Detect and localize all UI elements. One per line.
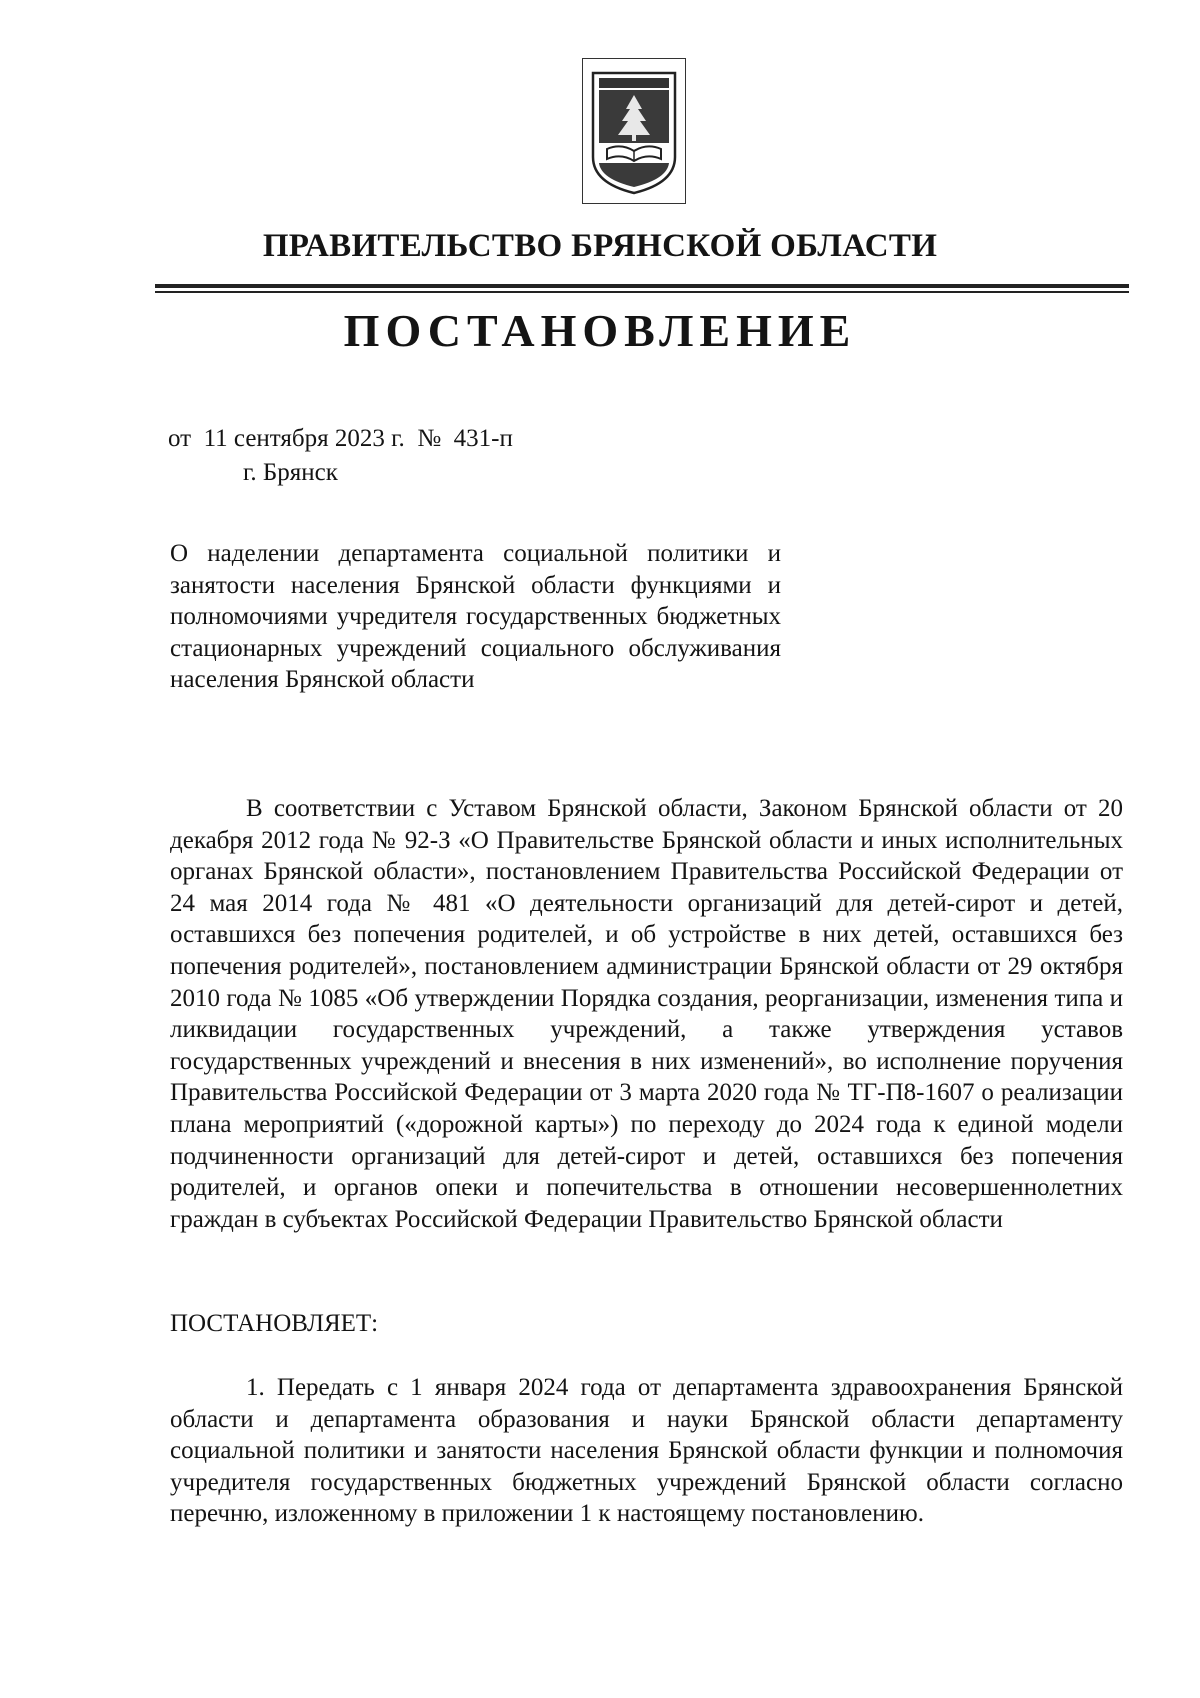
government-name: ПРАВИТЕЛЬСТВО БРЯНСКОЙ ОБЛАСТИ <box>262 228 938 264</box>
number-sign: № <box>417 425 442 452</box>
header-rule-thick <box>155 284 1129 288</box>
item-1-paragraph: 1. Передать с 1 января 2024 года от департамента здравоохранения Брянской области и департамента образования и науки Брянской области департаменту социальной политики и занятости населения Брянской области функции и полномочия учредителя государственных бюджетных учреждений Брянской области согласно перечню, изложенному в приложении 1 к настоящему постановлению. <box>170 1374 1123 1528</box>
date-prefix: от <box>168 425 192 452</box>
document-type: ПОСТАНОВЛЕНИЕ <box>343 305 857 356</box>
emblem-frame <box>582 58 686 204</box>
document-city: г. Брянск <box>243 459 338 486</box>
document-subject: О наделении департамента социальной политики и занятости населения Брянской области функциями и полномочиями учредителя государственных бюджетных стационарных учреждений социального обслуживания населения Брянской области <box>170 540 781 693</box>
decree-word: ПОСТАНОВЛЯЕТ: <box>170 1310 379 1337</box>
document-date-line <box>168 425 513 453</box>
header-rule-thin <box>155 291 1129 293</box>
document-date: 11 сентября 2023 г. <box>203 425 405 452</box>
document-number: 431-п <box>453 425 513 452</box>
bryansk-coat-of-arms-icon <box>589 65 679 197</box>
preamble-paragraph: В соответствии с Уставом Брянской области, Законом Брянской области от 20 декабря 2012 года № 92-З «О Правительстве Брянской области и иных исполнительных органах Брянской области», постановлением Правительства Российской Федерации от 24 мая 2014 года № 481 «О деятельности организаций для детей-сирот и детей, оставшихся без попечения родителей, и об устройстве в них детей, оставшихся без попечения родителей», постановлением администрации Брянской области от 29 октября 2010 года № 1085 «Об утверждении Порядка создания, реорганизации, изменения типа и ликвидации государственных учреждений, а также утверждения уставов государственных учреждений и внесения в них изменений», во исполнение поручения Правительства Российской Федерации от 3 марта 2020 года № ТГ-П8-1607 о реализации плана мероприятий («дорожной карты») по переходу до 2024 года к единой модели подчиненности организаций для детей-сирот и детей, оставшихся без попечения родителей, и органов опеки и попечительства в отношении несовершеннолетних граждан в субъектах Российской Федерации Правительство Брянской области <box>170 795 1123 1233</box>
